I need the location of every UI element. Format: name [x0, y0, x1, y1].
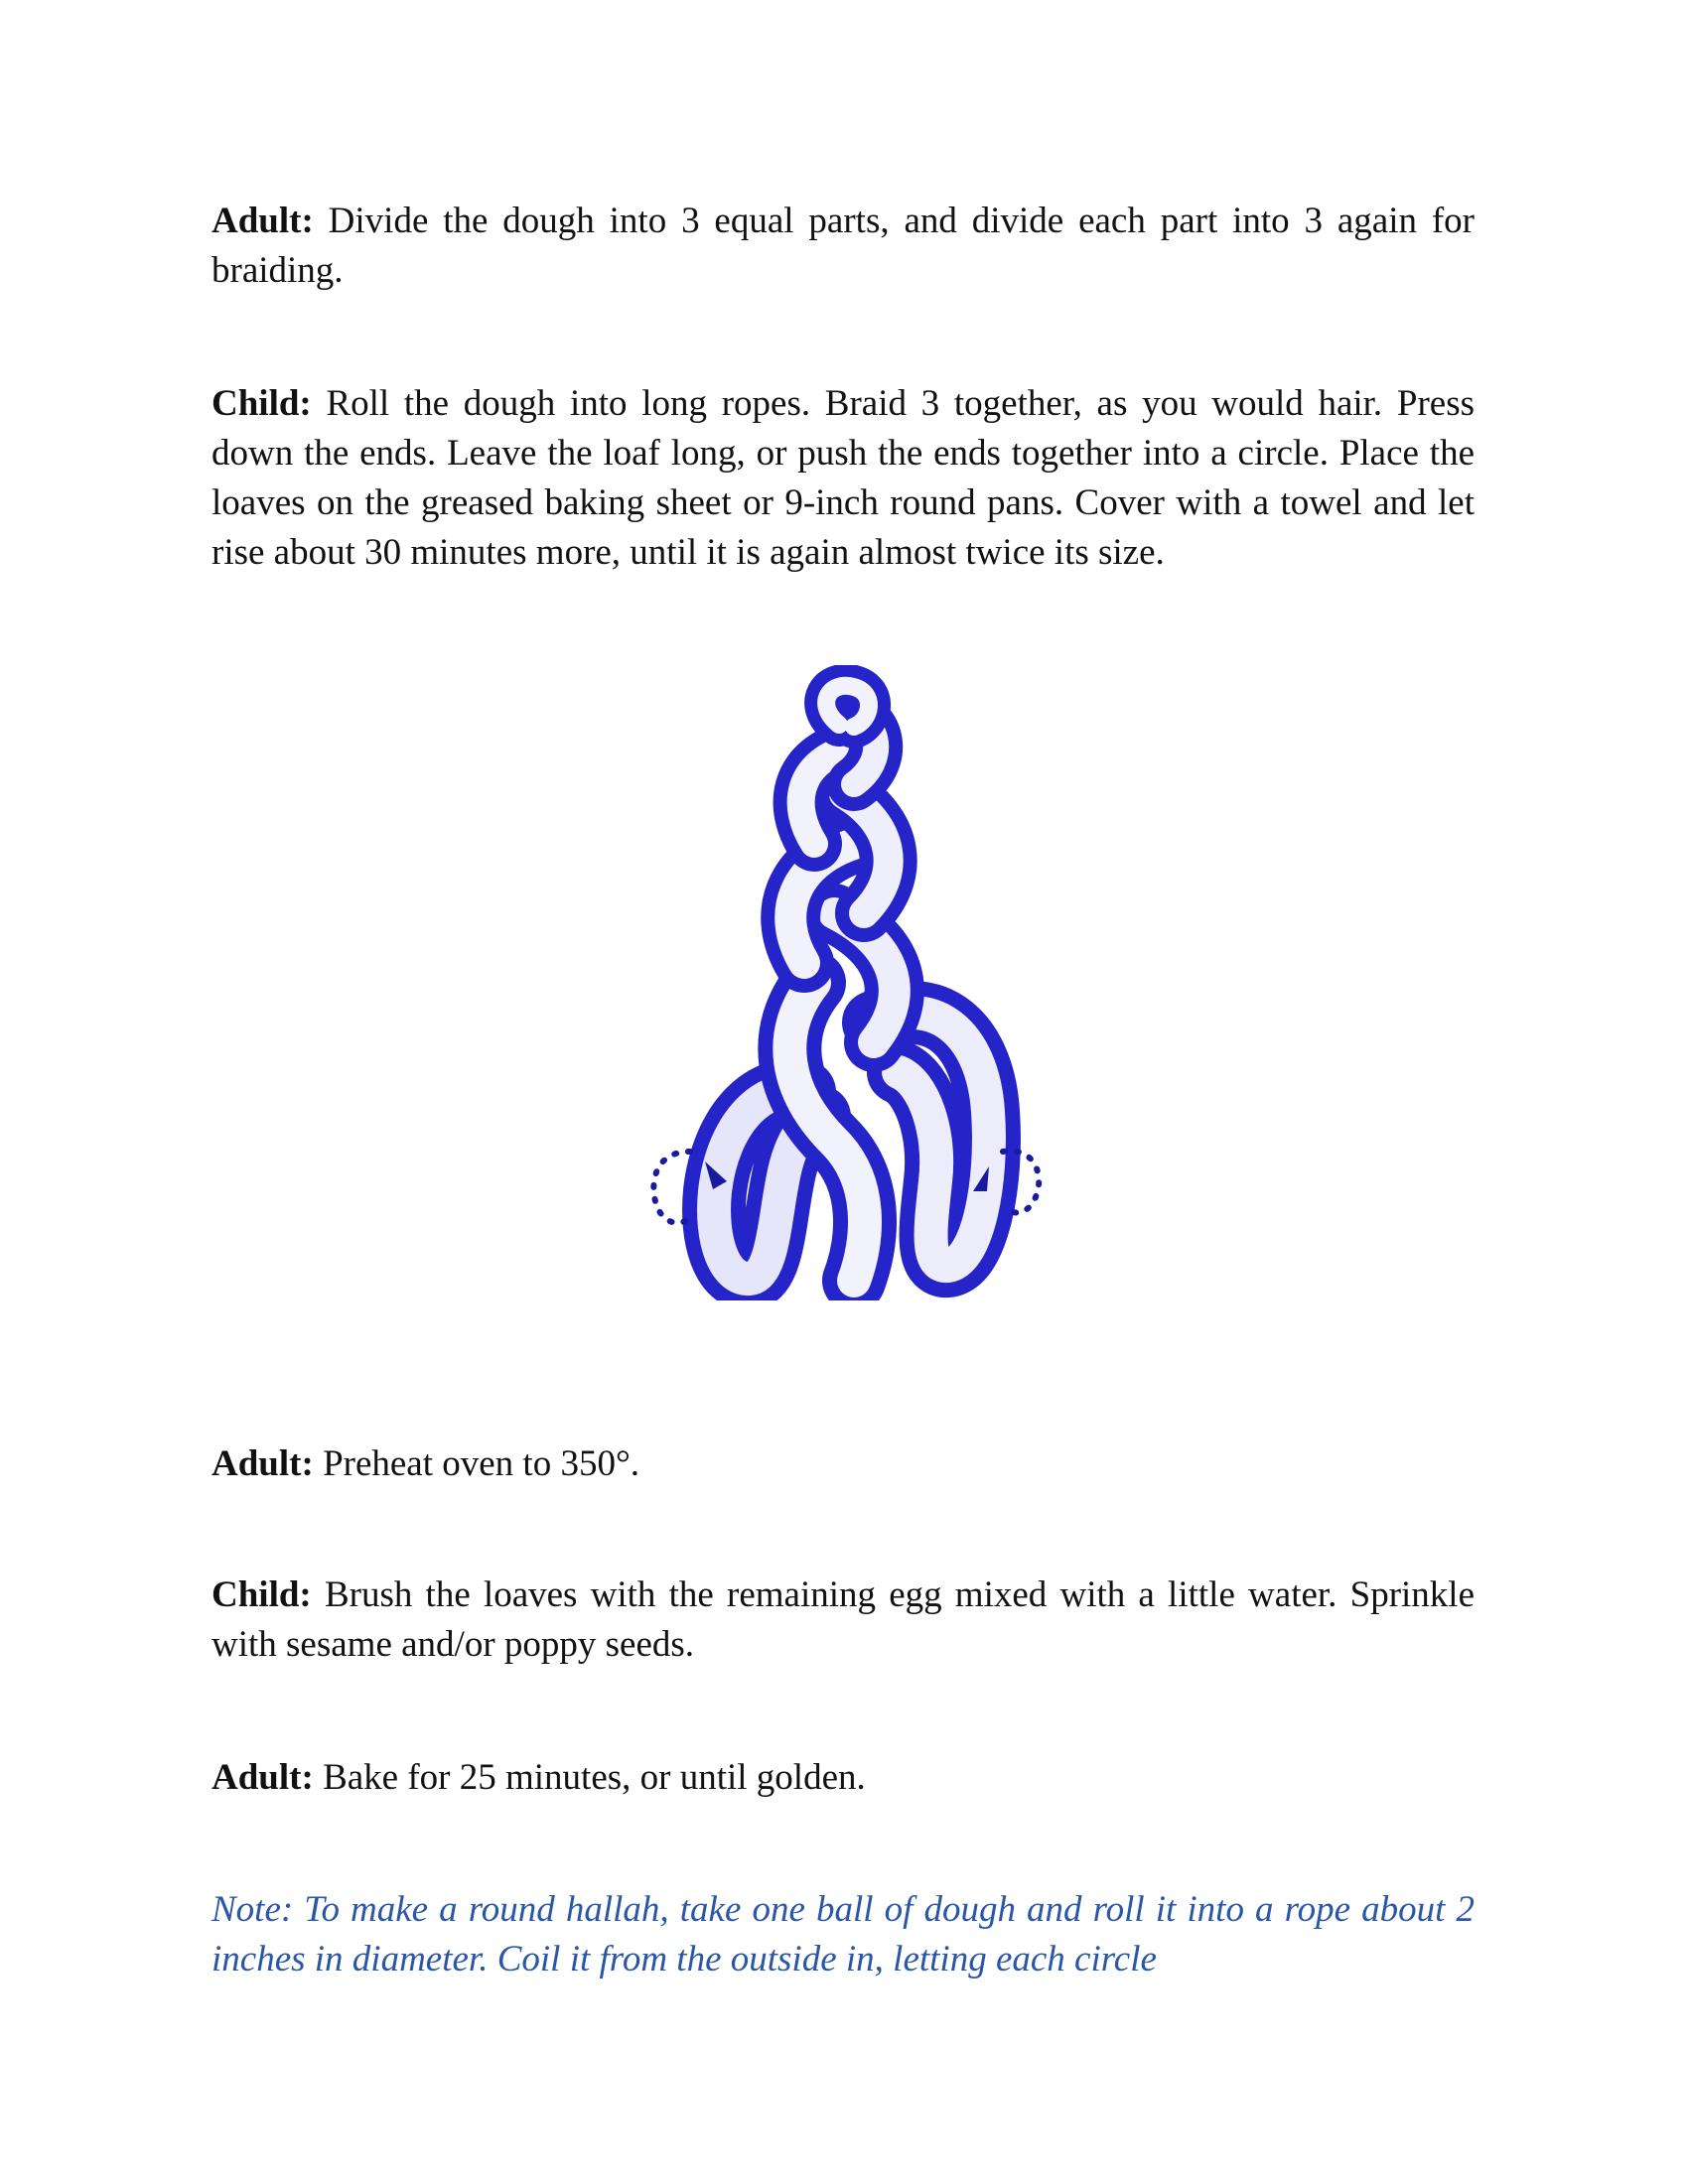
speaker-label: Child: — [211, 383, 312, 424]
step-text: Bake for 25 minutes, or until golden. — [313, 1757, 866, 1798]
braided-dough-illustration — [616, 665, 1072, 1300]
step-adult-divide — [211, 197, 1475, 296]
step-text: Divide the dough into 3 equal parts, and divide each part into 3 again for braiding. — [211, 201, 1475, 291]
speaker-label: Child: — [211, 1574, 312, 1615]
step-child-braid — [211, 379, 1475, 578]
step-adult-preheat — [211, 1439, 1475, 1489]
step-text: Preheat oven to 350°. — [313, 1443, 640, 1484]
step-child-brush — [211, 1570, 1475, 1670]
speaker-label: Adult: — [211, 1443, 314, 1484]
step-adult-bake — [211, 1753, 1475, 1803]
step-text: Brush the loaves with the remaining egg mixed with a little water. Sprinkle with sesame and/or poppy seeds. — [211, 1574, 1475, 1665]
step-text: Roll the dough into long ropes. Braid 3 together, as you would hair. Press down the ends. Leave the loaf long, or push the ends together into a circle. Place the loaves on the greased baking sheet or 9-inch round pans. Cover with a towel and let rise about 30 minutes more, until it is again almost twice its size. — [211, 383, 1475, 573]
speaker-label: Adult: — [211, 1757, 314, 1798]
speaker-label: Adult: — [211, 201, 314, 241]
round-hallah-note: Note: To make a round hallah, take one ball of dough and roll it into a rope about 2 inches in diameter. Coil it from the outside in, letting each circle — [211, 1889, 1475, 1979]
